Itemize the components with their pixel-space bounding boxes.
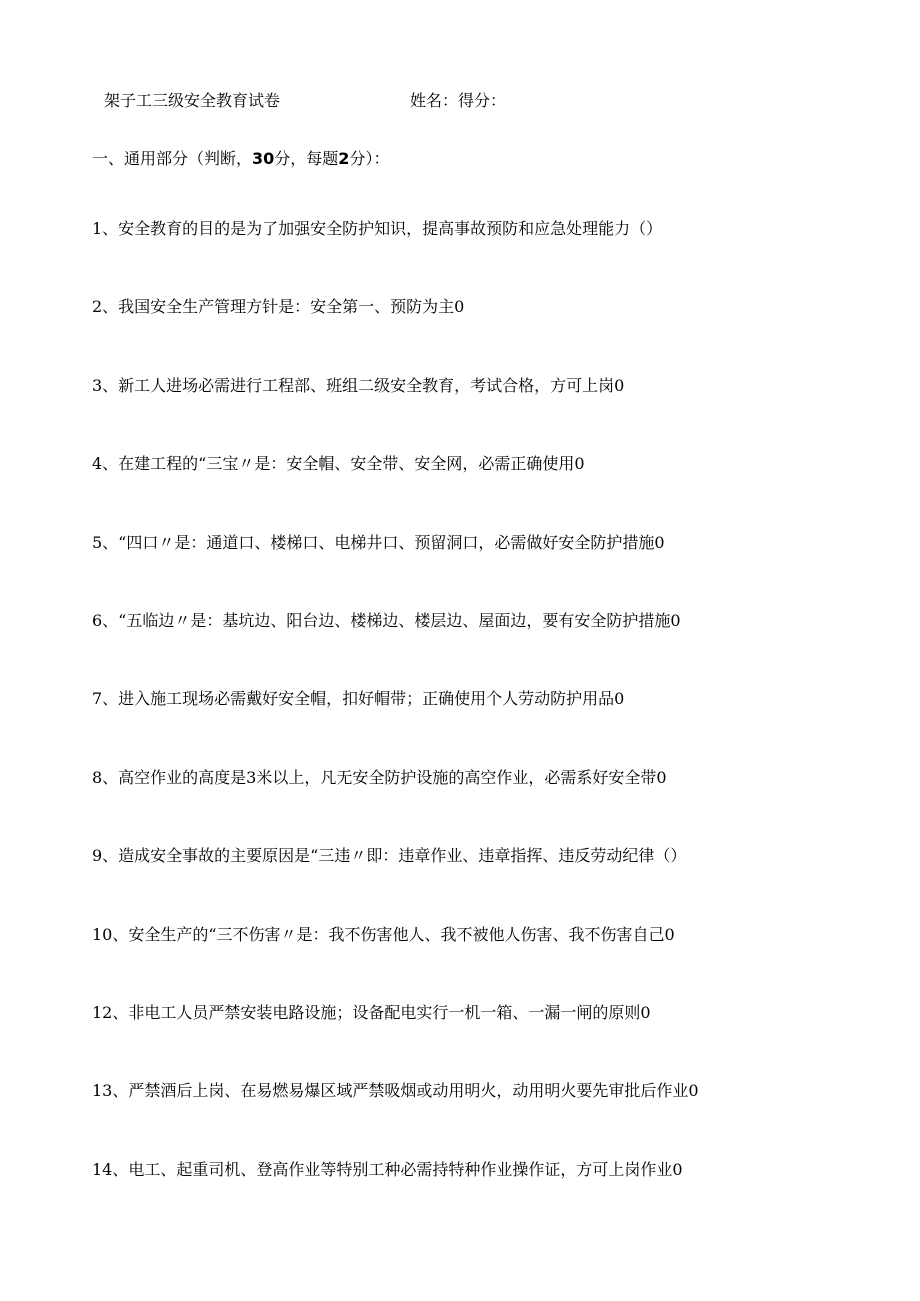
question-item: 2、我国安全生产管理方针是：安全第一、预防为主0 [92, 297, 465, 317]
section-points-each: 2 [338, 149, 350, 168]
section-label-suffix: 分）： [349, 149, 390, 168]
name-score-fields: 姓名：得分： [410, 91, 507, 110]
question-item: 7、进入施工现场必需戴好安全帽，扣好帽带；正确使用个人劳动防护用品0 [92, 689, 625, 709]
question-item: 6、“五临边〃是：基坑边、阳台边、楼梯边、楼层边、屋面边，要有安全防护措施0 [92, 610, 681, 630]
question-item: 10、安全生产的“三不伤害〃是：我不伤害他人、我不被他人伤害、我不伤害自己0 [92, 924, 675, 944]
question-item: 13、严禁酒后上岗、在易燃易爆区域严禁吸烟或动用明火，动用明火要先审批后作业0 [92, 1081, 699, 1101]
section-total-points: 30 [252, 149, 275, 168]
question-item: 14、电工、起重司机、登高作业等特别工种必需持特种作业操作证，方可上岗作业0 [92, 1159, 683, 1179]
question-item: 12、非电工人员严禁安装电路设施；设备配电实行一机一箱、一漏一闸的原则0 [92, 1002, 651, 1022]
question-item: 1、安全教育的目的是为了加强安全防护知识，提高事故预防和应急处理能力（） [92, 219, 663, 238]
section-heading [92, 144, 389, 174]
question-item: 4、在建工程的“三宝〃是：安全帽、安全带、安全网，必需正确使用0 [92, 454, 585, 474]
question-list [92, 214, 892, 1233]
question-item: 8、高空作业的高度是3米以上，凡无安全防护设施的高空作业，必需系好安全带0 [92, 767, 667, 787]
section-label-prefix: 一、通用部分（判断， [92, 149, 253, 168]
question-item: 5、“四口〃是：通道口、楼梯口、电梯井口、预留洞口，必需做好安全防护措施0 [92, 532, 665, 552]
exam-title: 架子工三级安全教育试卷 [104, 91, 281, 110]
section-label-middle: 分，每题 [274, 149, 339, 168]
question-item: 3、新工人进场必需进行工程部、班组二级安全教育，考试合格，方可上岗0 [92, 375, 625, 395]
question-item: 9、造成安全事故的主要原因是“三违〃即：违章作业、违章指挥、违反劳动纪律（） [92, 846, 687, 866]
exam-header [104, 86, 864, 116]
